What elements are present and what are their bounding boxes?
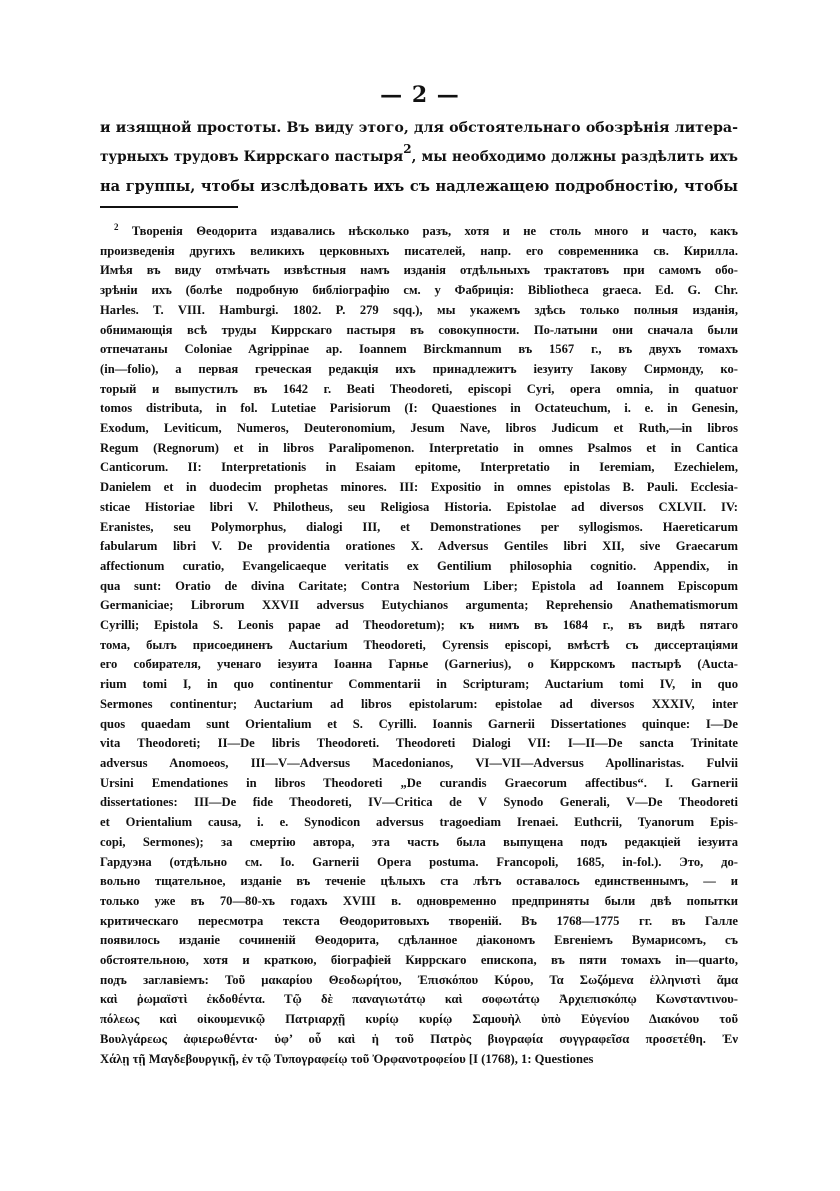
footnote-line: Sermones continentur; Auctarium ad libros epistolarum: epistolae ad diversos XXXIV, inter: [100, 696, 738, 711]
footnote-line: критическаго пересмотра текста Θеодоритовыхъ твореній. Въ 1768—1775 гг. въ Галле: [100, 913, 738, 928]
footnote-line: Canticorum. II: Interpretationis in Esaiam epitome, Interpretatio in Ieremiam, Ezechielem,: [100, 460, 738, 475]
footnote-line: Χάλῃ τῇ Μαγδεβουργικῇ, ἐν τῷ Τυπογραφείῳ τοῦ Ὀρφανοτροφείου [I (1768), 1: Questiones: [100, 1051, 594, 1066]
footnote-line-text: Творенія Θеодорита издавались нѣсколько разъ, хотя и не столь много и часто, какъ: [131, 224, 738, 238]
footnote-line: обстоятельною, хотя и краткою, біографіей Киррскаго епископа, въ пяти томахъ in—quarto,: [100, 953, 738, 968]
footnote-line: affectionum curatio, Evangelicaeque veritatis ex Gentilium philosophia cognitio. Appendix, in: [100, 558, 738, 573]
footnote-line: copi, Sermones); за смертію автора, эта часть была выпущена подъ редакціей іезуита: [100, 834, 738, 849]
footnote-line: Exodum, Leviticum, Numeros, Deuteronomium, Jesum Nave, libros Judicum et Ruth,—in libros: [100, 421, 738, 436]
footnote-reference[interactable]: 2: [403, 142, 412, 156]
body-line-part: турныхъ трудовъ Киррскаго пастыря: [100, 149, 404, 165]
footnote-line: произведенія другихъ великихъ церковныхъ писателей, напр. его современника св. Кирилла.: [100, 243, 738, 258]
footnote-line: зрѣніи ихъ (болѣе подробную библіографію см. у Фабрицiя: Bibliotheca graeca. Ed. G. Chr.: [100, 283, 738, 298]
footnote-line: обнимающія всѣ труды Киррскаго пастыря въ совокупности. По-латыни они сначала были: [100, 322, 738, 337]
page-number: — 2 —: [380, 82, 460, 108]
footnote-line: отпечатаны Coloniae Agrippinae ap. Ioannem Birckmannum въ 1567 г., въ двухъ томахъ: [100, 342, 738, 357]
footnote-line: Βουλγάρεως ἀφιερωθέντα· ὑφ’ οὗ καὶ ἡ τοῦ Πατρὸς βιογραφία συγγραφεῖσα προσετέθη. Ἐν: [100, 1031, 738, 1046]
body-line: на группы, чтобы изслѣдовать ихъ съ надлежащею подробностію, чтобы: [100, 178, 738, 195]
footnote-line: [100, 222, 738, 242]
body-line-part: , мы необходимо должны раздѣлить ихъ: [411, 149, 738, 165]
footnote-line: Germaniciae; Librorum XXVII adversus Eutychianos argumenta; Reprehensio Anathematismorum: [100, 598, 738, 613]
footnote-line: sticae Historiae libri V. Philotheus, seu Religiosa Historia. Epistolae ad diversos CXLVII. IV:: [100, 499, 738, 514]
footnote-line: подъ заглавіемъ: Τοῦ μακαρίου Θεοδωρήτου, Ἐπισκόπου Κύρου, Τα Σωζόμενα ἑλληνιστὶ ἅμα: [100, 972, 738, 987]
footnote-line: только уже въ 70—80-хъ годахъ XVIII в. одновременно предприняты были двѣ попытки: [100, 893, 738, 908]
footnote-line: vita Theodoreti; II—De libris Theodoreti. Theodoreti Dialogi VII: I—II—De sancta Trinitate: [100, 736, 738, 751]
footnote-line: dissertationes: III—De fide Theodoreti, IV—Critica de V Synodo Generali, V—De Theodoreti: [100, 795, 738, 810]
footnote-line: πόλεως καὶ οἰκουμενικῷ Πατριαρχῇ κυρίῳ κυρίῳ Σαμουὴλ ὑπὸ Εὐγενίου Διακόνου τοῦ: [100, 1012, 738, 1027]
footnote-line: его собирателя, ученаго іезуита Іоанна Гарнье (Garnerius), о Киррскомъ пастырѣ (Aucta-: [100, 657, 738, 672]
footnote-line: появилось изданіе сочиненій Θеодорита, сдѣланное діакономъ Евгеніемъ Вумарисомъ, съ: [100, 933, 738, 948]
footnote: [100, 222, 738, 1069]
footnote-line: вольно тщательное, изданіе въ теченіе цѣлыхъ ста лѣтъ оставалось единственнымъ, — и: [100, 874, 738, 889]
body-text: [100, 114, 738, 201]
footnote-line: Гардуэна (отдѣльно см. Io. Garnerii Opera postuma. Francopoli, 1685, in-fol.). Это, до-: [100, 854, 738, 869]
footnote-line: Eranistes, seu Polymorphus, dialogi III, et Demonstrationes per syllogismos. Haereticarum: [100, 519, 738, 534]
footnote-line: tomos distributa, in fol. Lutetiae Parisiorum (I: Quaestiones in Octateuchum, i. e. in Genesin,: [100, 401, 738, 416]
footnote-line: (in—folio), а первая греческая редакція ихъ принадлежитъ іезуиту Іакову Сирмонду, ко-: [100, 361, 738, 376]
footnote-line: Ursini Emendationes in libros Theodoreti „De curandis Graecorum affectibus“. I. Garnerii: [100, 775, 738, 790]
footnote-marker: 2: [114, 222, 119, 232]
footnote-line: Harles. T. VIII. Hamburgi. 1802. P. 279 sqq.), мы укажемъ здѣсь только полныя изданія,: [100, 302, 738, 317]
body-line-with-note: [100, 143, 738, 172]
body-line: и изящной простоты. Въ виду этого, для обстоятельнаго обозрѣнія литера-: [100, 120, 738, 136]
footnote-line: тома, былъ присоединенъ Auctarium Theodoreti, Cyrensis episcopi, вмѣстѣ съ диссертаціями: [100, 637, 738, 652]
footnote-line: Danielem et in duodecim prophetas minores. III: Expositio in omnes epistolas B. Pauli. Ecclesia-: [100, 480, 738, 495]
footnote-line: qua sunt: Oratio de divina Caritate; Contra Nestorium Liber; Epistola ad Ioannem Episcopum: [100, 578, 738, 593]
footnote-line: rium tomi I, in quo continentur Commentarii in Scripturam; Auctarium tomi IV, in quo: [100, 677, 738, 692]
footnote-line: торый и выпустилъ въ 1642 г. Beati Theodoreti, episcopi Cyri, opera omnia, in quatuor: [100, 381, 738, 396]
footnote-line: Regum (Regnorum) et in libros Paralipomenon. Interpretatio in omnes Psalmos et in Cantica: [100, 440, 738, 455]
footnote-separator: [100, 206, 238, 208]
footnote-line: καὶ ῥωμαϊστὶ ἐκδοθέντα. Τῷ δὲ παναγιωτάτῳ καὶ σοφωτάτῳ Ἀρχιεπισκόπῳ Κωνσταντινου-: [100, 992, 738, 1007]
footnote-line: et Orientalium causa, i. e. Synodicon adversus tragoediam Irenaei. Euthcrii, Tyanorum Epis-: [100, 815, 738, 830]
footnote-line: Cyrilli; Epistola S. Leonis papae ad Theodoretum); къ нимъ въ 1684 г., въ видѣ пятаго: [100, 618, 738, 633]
footnote-line: adversus Anomoeos, III—V—Adversus Macedonianos, VI—VII—Adversus Apollinaristas. Fulvii: [100, 755, 738, 770]
footnote-line: fabularum libri V. De providentia orationes X. Adversus Gentiles libri XII, sive Graecarum: [100, 539, 738, 554]
footnote-line: quos quaedam sunt Orientalium et S. Cyrilli. Ioannis Garnerii Dissertationes quinque: I—De: [100, 716, 738, 731]
footnote-line: Имѣя въ виду отмѣчать извѣстныя намъ изданія отдѣльныхъ трактатовъ при самомъ обо-: [100, 263, 738, 278]
